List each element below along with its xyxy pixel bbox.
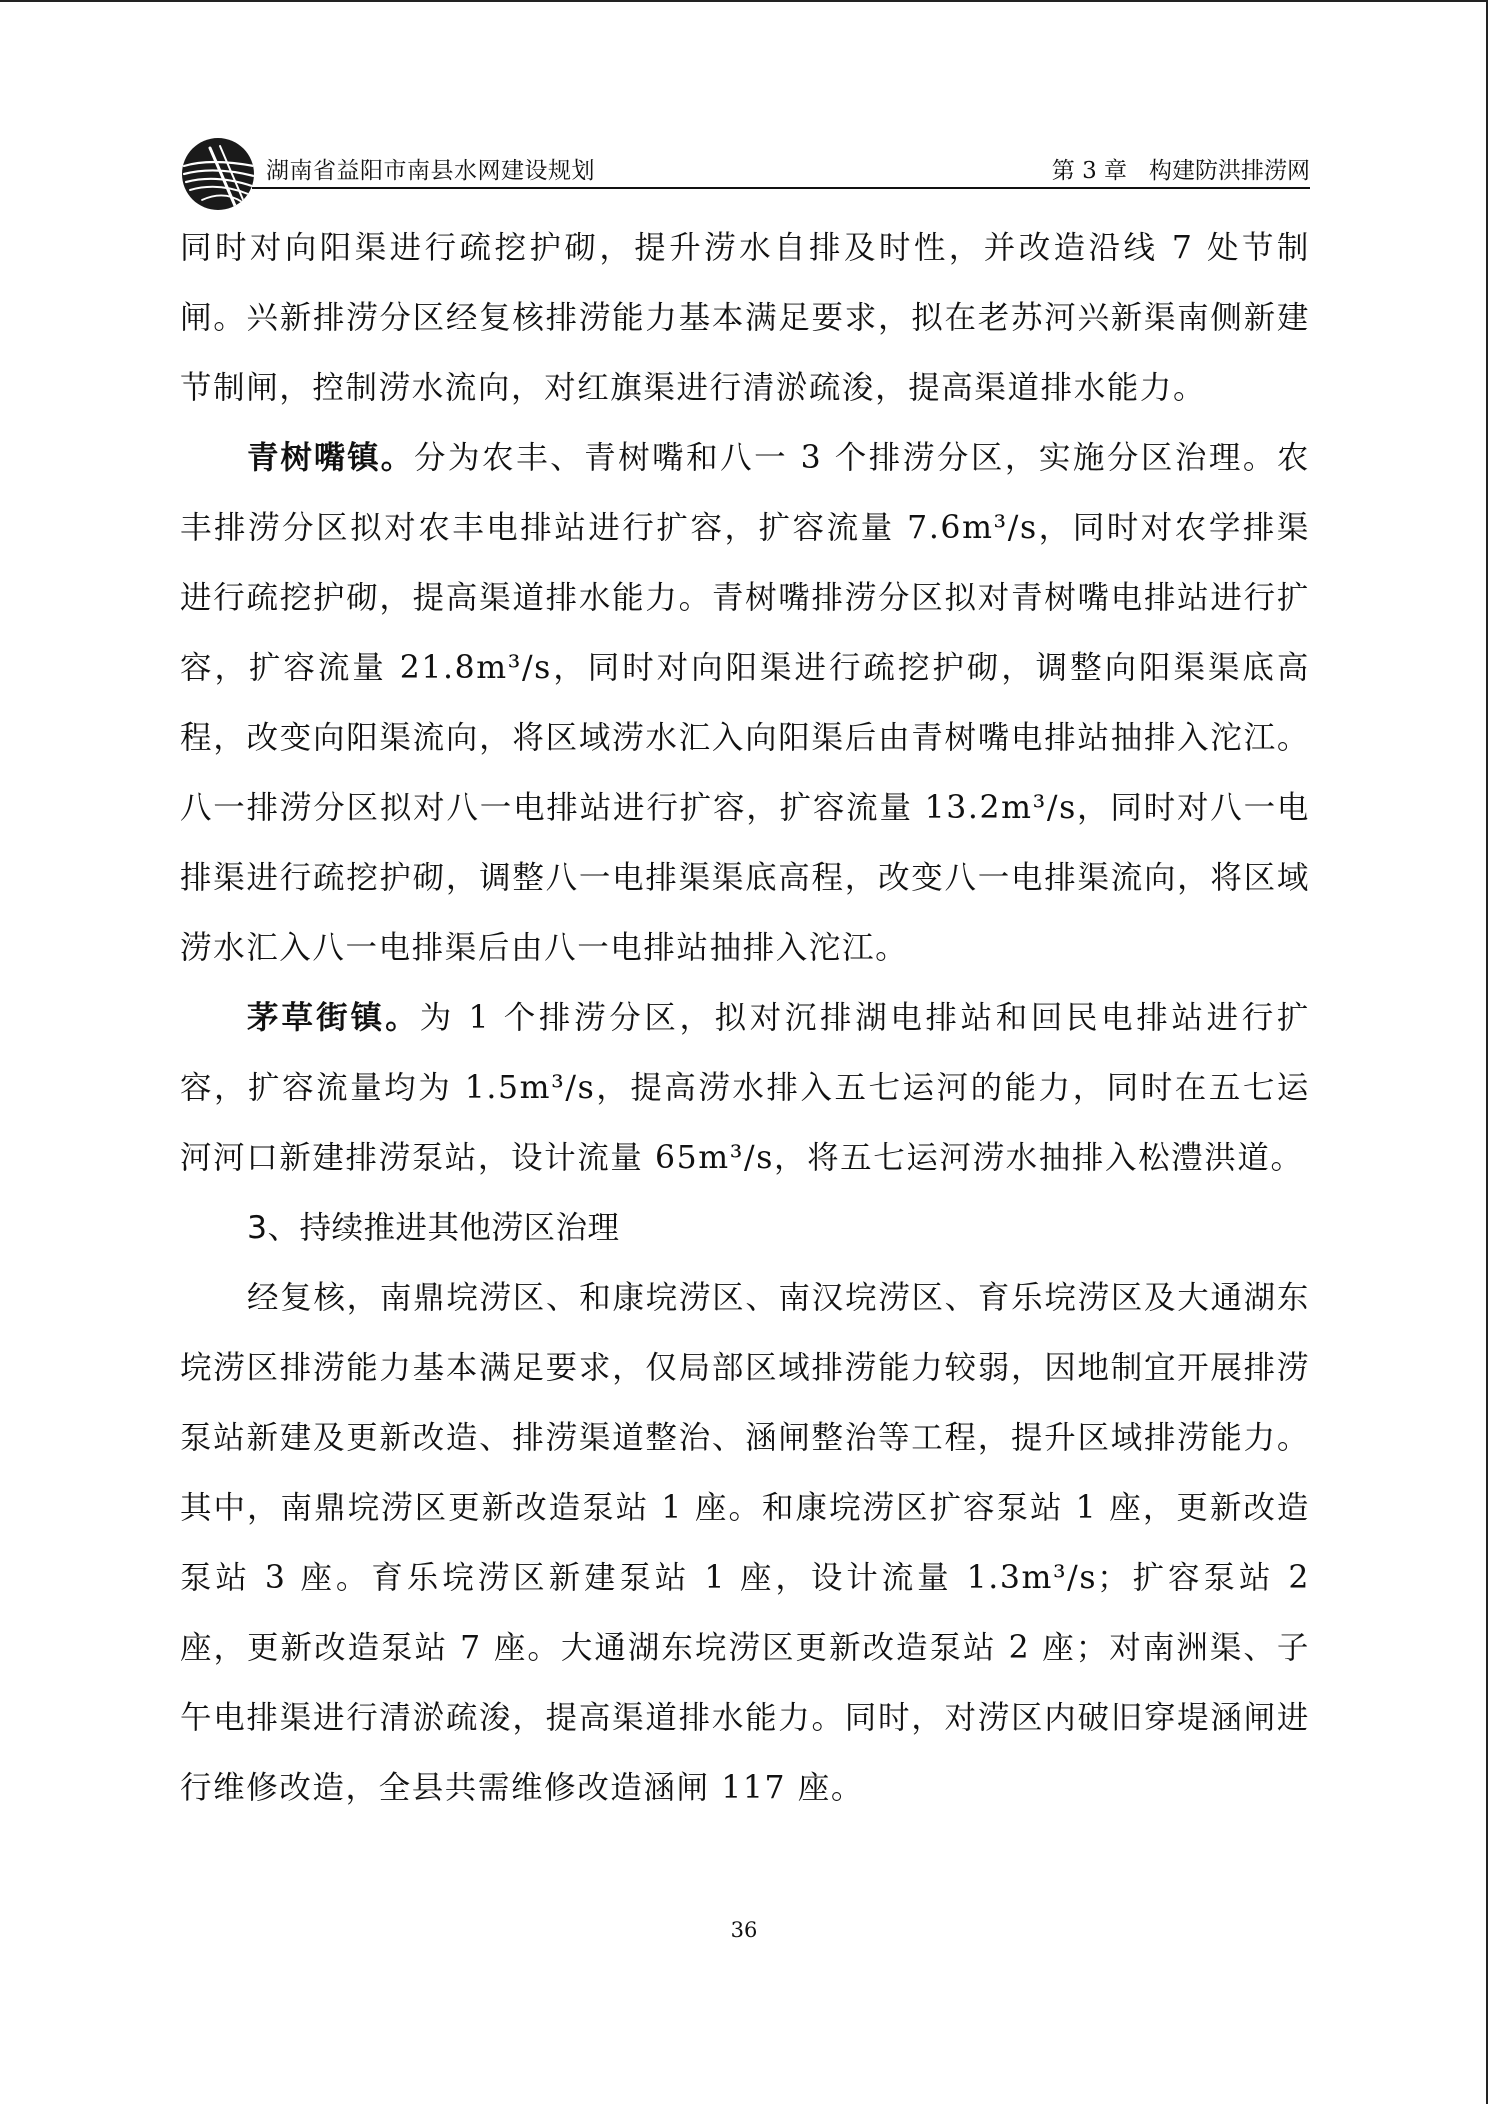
paragraph-other-areas: 经复核，南鼎垸涝区、和康垸涝区、南汉垸涝区、育乐垸涝区及大通湖东垸涝区排涝能力基本满足要求，仅局部区域排涝能力较弱，因地制宜开展排涝泵站新建及更新改造、排涝渠道整治、涵闸整治等工程，提升区域排涝能力。其中，南鼎垸涝区更新改造泵站 1 座。和康垸涝区扩容泵站 1 座，更新改造泵站 3 座。育乐垸涝区新建泵站 1 座，设计流量 1.3m³/s；扩容泵站 2 座，更新改造泵站 7 座。大通湖东垸涝区更新改造泵站 2 座；对南洲渠、子午电排渠进行清淤疏浚，提高渠道排水能力。同时，对涝区内破旧穿堤涵闸进行维修改造，全县共需维修改造涵闸 117 座。 <box>180 1280 1310 1806</box>
paragraph-text: 分为农丰、青树嘴和八一 3 个排涝分区，实施分区治理。农丰排涝分区拟对农丰电排站进行扩容，扩容流量 7.6m³/s，同时对农学排渠进行疏挖护砌，提高渠道排水能力。青树嘴排涝分区拟对青树嘴电排站进行扩容，扩容流量 21.8m³/s，同时对向阳渠进行疏挖护砌，调整向阳渠渠底高程，改变向阳渠流向，将区域涝水汇入向阳渠后由青树嘴电排站抽排入沱江。八一排涝分区拟对八一电排站进行扩容，扩容流量 13.2m³/s，同时对八一电排渠进行疏挖护砌，调整八一电排渠渠底高程，改变八一电排渠流向，将区域涝水汇入八一电排渠后由八一电排站抽排入沱江。 <box>180 440 1310 966</box>
page-number: 36 <box>730 1918 758 1942</box>
page-frame-top <box>0 0 1488 2</box>
chapter-title: 第 3 章 构建防洪排涝网 <box>1051 158 1310 184</box>
town-lead-qingshuzui: 青树嘴镇。 <box>247 440 415 476</box>
page-body <box>180 213 1310 1823</box>
paragraph-continuation: 同时对向阳渠进行疏挖护砌，提升涝水自排及时性，并改造沿线 7 处节制闸。兴新排涝分区经复核排涝能力基本满足要求，拟在老苏河兴新渠南侧新建节制闸，控制涝水流向，对红旗渠进行清淤疏浚，提高渠道排水能力。 <box>180 230 1310 406</box>
hydrology-emblem-icon <box>180 136 256 212</box>
town-lead-maocaojie: 茅草街镇。 <box>247 1000 420 1036</box>
paragraph-maocaojie <box>180 983 1310 1193</box>
paragraph-qingshuzui <box>180 423 1310 983</box>
document-title: 湖南省益阳市南县水网建设规划 <box>266 158 595 184</box>
paragraph-text: 为 1 个排涝分区，拟对沉排湖电排站和回民电排站进行扩容，扩容流量均为 1.5m³/s，提高涝水排入五七运河的能力，同时在五七运河河口新建排涝泵站，设计流量 65m³/s，将五七运河涝水抽排入松澧洪道。 <box>180 1000 1310 1176</box>
section-heading: 3、持续推进其他涝区治理 <box>247 1210 620 1246</box>
header-rule <box>252 187 1310 189</box>
page-header <box>180 126 1310 186</box>
